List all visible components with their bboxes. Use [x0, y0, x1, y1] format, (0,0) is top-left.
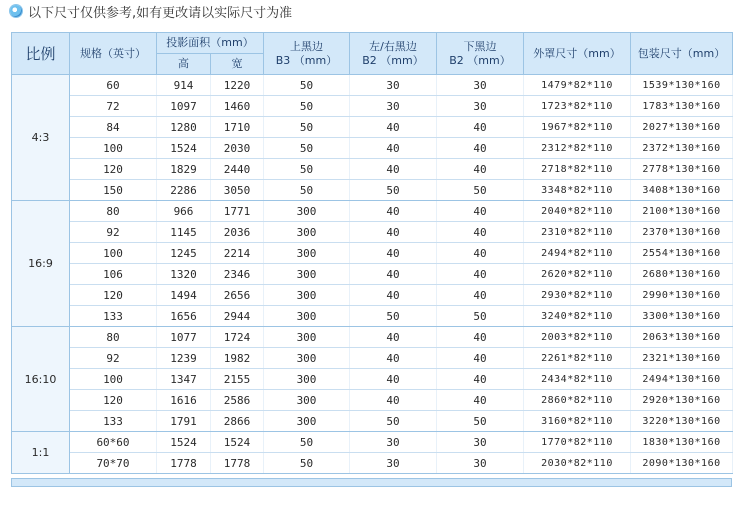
cell-package-size: 2778*130*160	[631, 159, 733, 180]
cell-top-border: 300	[264, 327, 350, 348]
cell-width: 2586	[211, 390, 264, 411]
cell-size: 100	[70, 369, 157, 390]
cell-side-border: 40	[350, 348, 437, 369]
header-top-border-label: 上黑边	[290, 39, 323, 53]
cell-side-border: 40	[350, 369, 437, 390]
cell-width: 1724	[211, 327, 264, 348]
cell-package-size: 2554*130*160	[631, 243, 733, 264]
cell-outer-size: 1723*82*110	[524, 96, 631, 117]
cell-outer-size: 2261*82*110	[524, 348, 631, 369]
table-row	[12, 411, 733, 432]
table-row	[12, 180, 733, 201]
cell-outer-size: 1479*82*110	[524, 75, 631, 96]
cell-height: 1656	[157, 306, 211, 327]
cell-width: 1524	[211, 432, 264, 453]
cell-size: 150	[70, 180, 157, 201]
cell-height: 1145	[157, 222, 211, 243]
cell-width: 2944	[211, 306, 264, 327]
ratio-group-label: 16:9	[12, 201, 70, 327]
cell-width: 2866	[211, 411, 264, 432]
cell-top-border: 50	[264, 138, 350, 159]
cell-width: 2656	[211, 285, 264, 306]
cell-package-size: 2100*130*160	[631, 201, 733, 222]
cell-package-size: 2321*130*160	[631, 348, 733, 369]
table-row	[12, 327, 733, 348]
cell-size: 120	[70, 390, 157, 411]
table-row	[12, 138, 733, 159]
cell-size: 84	[70, 117, 157, 138]
table-row	[12, 75, 733, 96]
cell-side-border: 40	[350, 201, 437, 222]
spec-table-body	[12, 75, 733, 474]
cell-bottom-border: 50	[437, 306, 524, 327]
header-package-size: 包装尺寸（mm）	[631, 33, 733, 75]
cell-width: 1778	[211, 453, 264, 474]
cell-package-size: 2027*130*160	[631, 117, 733, 138]
cell-bottom-border: 30	[437, 75, 524, 96]
cell-bottom-border: 40	[437, 243, 524, 264]
cell-width: 3050	[211, 180, 264, 201]
cell-width: 2214	[211, 243, 264, 264]
cell-size: 133	[70, 306, 157, 327]
cell-outer-size: 2003*82*110	[524, 327, 631, 348]
cell-height: 966	[157, 201, 211, 222]
cell-bottom-border: 50	[437, 180, 524, 201]
cell-outer-size: 1770*82*110	[524, 432, 631, 453]
cell-outer-size: 2434*82*110	[524, 369, 631, 390]
cell-outer-size: 2494*82*110	[524, 243, 631, 264]
cell-side-border: 40	[350, 264, 437, 285]
screen-spec-table	[11, 32, 733, 474]
cell-width: 2440	[211, 159, 264, 180]
cell-width: 1710	[211, 117, 264, 138]
cell-outer-size: 2312*82*110	[524, 138, 631, 159]
cell-size: 92	[70, 348, 157, 369]
cell-bottom-border: 40	[437, 117, 524, 138]
cell-width: 1771	[211, 201, 264, 222]
header-side-border-unit: B2 （mm）	[362, 53, 424, 67]
header-bottom-border-unit: B2 （mm）	[449, 53, 511, 67]
cell-package-size: 2494*130*160	[631, 369, 733, 390]
cell-bottom-border: 40	[437, 138, 524, 159]
cell-side-border: 40	[350, 117, 437, 138]
table-row	[12, 390, 733, 411]
cell-side-border: 50	[350, 411, 437, 432]
table-row	[12, 201, 733, 222]
cell-height: 1829	[157, 159, 211, 180]
cell-package-size: 3300*130*160	[631, 306, 733, 327]
table-row	[12, 453, 733, 474]
cell-package-size: 2920*130*160	[631, 390, 733, 411]
cell-side-border: 40	[350, 285, 437, 306]
cell-top-border: 300	[264, 348, 350, 369]
cell-top-border: 300	[264, 222, 350, 243]
table-row	[12, 264, 733, 285]
cell-package-size: 3408*130*160	[631, 180, 733, 201]
cell-side-border: 40	[350, 138, 437, 159]
cell-outer-size: 3160*82*110	[524, 411, 631, 432]
cell-bottom-border: 40	[437, 348, 524, 369]
cell-height: 1524	[157, 138, 211, 159]
table-row	[12, 348, 733, 369]
ratio-group-label: 1:1	[12, 432, 70, 474]
cell-height: 914	[157, 75, 211, 96]
cell-width: 1982	[211, 348, 264, 369]
cell-side-border: 40	[350, 222, 437, 243]
table-row	[12, 369, 733, 390]
cell-bottom-border: 30	[437, 453, 524, 474]
cell-bottom-border: 40	[437, 390, 524, 411]
cell-width: 1460	[211, 96, 264, 117]
table-row	[12, 117, 733, 138]
cell-side-border: 30	[350, 96, 437, 117]
cell-size: 120	[70, 159, 157, 180]
cell-top-border: 50	[264, 96, 350, 117]
cell-side-border: 50	[350, 306, 437, 327]
cell-top-border: 300	[264, 369, 350, 390]
cell-package-size: 2370*130*160	[631, 222, 733, 243]
cell-bottom-border: 40	[437, 201, 524, 222]
table-row	[12, 285, 733, 306]
header-size: 规格（英寸）	[70, 33, 157, 75]
header-outer-size: 外罩尺寸（mm）	[524, 33, 631, 75]
cell-bottom-border: 40	[437, 327, 524, 348]
cell-size: 133	[70, 411, 157, 432]
table-row	[12, 222, 733, 243]
cell-height: 1616	[157, 390, 211, 411]
cell-package-size: 1830*130*160	[631, 432, 733, 453]
cell-package-size: 2372*130*160	[631, 138, 733, 159]
header-top-border	[264, 33, 350, 75]
cell-outer-size: 1967*82*110	[524, 117, 631, 138]
ratio-group-label: 4:3	[12, 75, 70, 201]
cell-outer-size: 2718*82*110	[524, 159, 631, 180]
cell-top-border: 300	[264, 411, 350, 432]
header-ratio: 比例	[12, 33, 70, 75]
cell-package-size: 2680*130*160	[631, 264, 733, 285]
cell-width: 2155	[211, 369, 264, 390]
header-projection-area: 投影面积（mm）	[157, 33, 264, 54]
cell-top-border: 300	[264, 390, 350, 411]
cell-size: 106	[70, 264, 157, 285]
cell-package-size: 2090*130*160	[631, 453, 733, 474]
cell-top-border: 300	[264, 285, 350, 306]
cell-top-border: 50	[264, 75, 350, 96]
table-row	[12, 159, 733, 180]
cell-height: 1077	[157, 327, 211, 348]
cell-top-border: 50	[264, 453, 350, 474]
cell-package-size: 1539*130*160	[631, 75, 733, 96]
cell-height: 1791	[157, 411, 211, 432]
cell-outer-size: 3348*82*110	[524, 180, 631, 201]
cell-height: 1494	[157, 285, 211, 306]
cell-width: 2030	[211, 138, 264, 159]
cell-height: 1097	[157, 96, 211, 117]
cell-outer-size: 2040*82*110	[524, 201, 631, 222]
header-bottom-border	[437, 33, 524, 75]
size-disclaimer	[10, 2, 292, 20]
cell-size: 100	[70, 138, 157, 159]
cell-package-size: 2063*130*160	[631, 327, 733, 348]
cell-bottom-border: 40	[437, 285, 524, 306]
header-bottom-border-label: 下黑边	[463, 39, 497, 53]
cell-bottom-border: 30	[437, 432, 524, 453]
table-footer-bar	[11, 478, 732, 487]
cell-top-border: 300	[264, 243, 350, 264]
header-side-border	[350, 33, 437, 75]
cell-outer-size: 2930*82*110	[524, 285, 631, 306]
table-row	[12, 243, 733, 264]
cell-top-border: 50	[264, 117, 350, 138]
cell-side-border: 30	[350, 75, 437, 96]
cell-outer-size: 2620*82*110	[524, 264, 631, 285]
cell-bottom-border: 40	[437, 264, 524, 285]
cell-package-size: 3220*130*160	[631, 411, 733, 432]
cell-top-border: 300	[264, 264, 350, 285]
bullet-circle-icon	[10, 5, 22, 17]
cell-bottom-border: 50	[437, 411, 524, 432]
cell-side-border: 50	[350, 180, 437, 201]
cell-size: 100	[70, 243, 157, 264]
cell-size: 120	[70, 285, 157, 306]
cell-height: 1320	[157, 264, 211, 285]
cell-outer-size: 2310*82*110	[524, 222, 631, 243]
cell-side-border: 40	[350, 390, 437, 411]
cell-package-size: 1783*130*160	[631, 96, 733, 117]
table-row	[12, 96, 733, 117]
cell-height: 1347	[157, 369, 211, 390]
cell-height: 1778	[157, 453, 211, 474]
cell-side-border: 40	[350, 327, 437, 348]
cell-size: 72	[70, 96, 157, 117]
cell-outer-size: 2030*82*110	[524, 453, 631, 474]
cell-top-border: 50	[264, 159, 350, 180]
cell-side-border: 40	[350, 243, 437, 264]
table-row	[12, 432, 733, 453]
header-side-border-label: 左/右黑边	[369, 39, 417, 53]
cell-width: 1220	[211, 75, 264, 96]
cell-height: 1524	[157, 432, 211, 453]
cell-bottom-border: 40	[437, 159, 524, 180]
cell-size: 60*60	[70, 432, 157, 453]
header-width: 宽	[211, 54, 264, 75]
ratio-group-label: 16:10	[12, 327, 70, 432]
cell-top-border: 300	[264, 201, 350, 222]
cell-size: 60	[70, 75, 157, 96]
cell-bottom-border: 40	[437, 369, 524, 390]
header-top-border-unit: B3 （mm）	[275, 53, 338, 67]
cell-side-border: 30	[350, 453, 437, 474]
cell-size: 92	[70, 222, 157, 243]
cell-top-border: 300	[264, 306, 350, 327]
header-height: 高	[157, 54, 211, 75]
cell-height: 1245	[157, 243, 211, 264]
table-row	[12, 306, 733, 327]
cell-size: 80	[70, 327, 157, 348]
cell-side-border: 30	[350, 432, 437, 453]
disclaimer-text: 以下尺寸仅供参考,如有更改请以实际尺寸为准	[28, 5, 293, 21]
cell-width: 2036	[211, 222, 264, 243]
cell-package-size: 2990*130*160	[631, 285, 733, 306]
cell-size: 70*70	[70, 453, 157, 474]
cell-side-border: 40	[350, 159, 437, 180]
cell-size: 80	[70, 201, 157, 222]
cell-top-border: 50	[264, 432, 350, 453]
cell-outer-size: 3240*82*110	[524, 306, 631, 327]
cell-top-border: 50	[264, 180, 350, 201]
cell-bottom-border: 40	[437, 222, 524, 243]
cell-bottom-border: 30	[437, 96, 524, 117]
cell-height: 2286	[157, 180, 211, 201]
cell-height: 1280	[157, 117, 211, 138]
cell-outer-size: 2860*82*110	[524, 390, 631, 411]
cell-height: 1239	[157, 348, 211, 369]
cell-width: 2346	[211, 264, 264, 285]
